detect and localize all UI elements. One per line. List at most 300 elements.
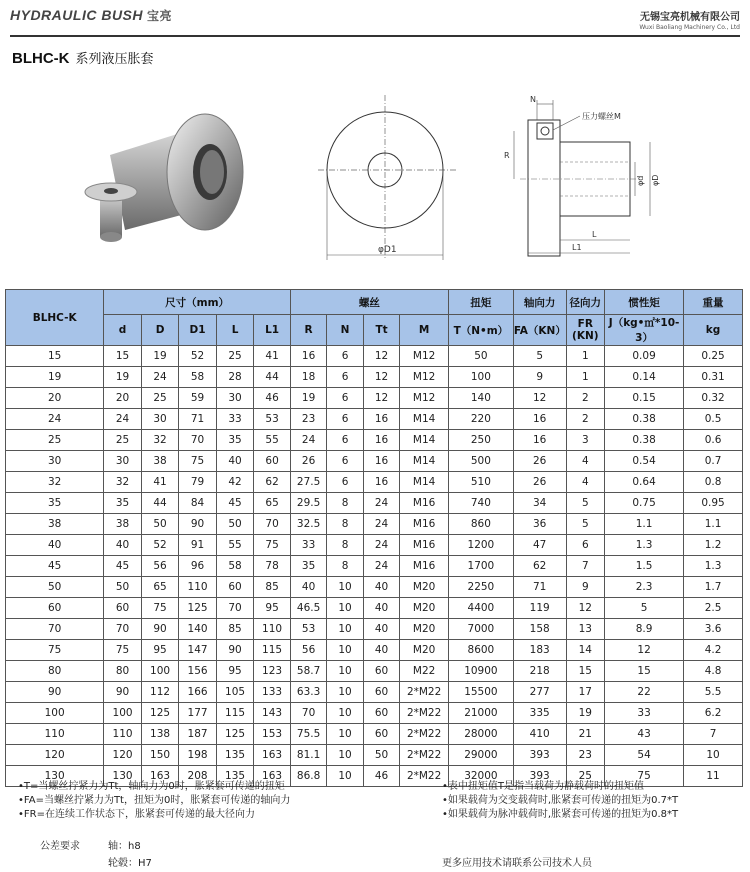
table-cell: 135 [216,745,254,766]
table-cell: 5 [605,598,684,619]
table-row [6,619,743,640]
column-header: D1 [179,315,217,346]
table-cell: 36 [513,514,566,535]
table-cell: 60 [6,598,104,619]
dim-L-label: L [592,230,597,239]
table-cell: 105 [216,682,254,703]
table-cell: 24 [363,514,399,535]
column-header: L1 [254,315,291,346]
table-cell: 42 [216,472,254,493]
table-cell: 5 [513,346,566,367]
table-cell: 85 [254,577,291,598]
table-cell: 35 [290,556,326,577]
table-row [6,724,743,745]
table-cell: 1200 [448,535,513,556]
table-cell: 277 [513,682,566,703]
table-cell: M20 [400,577,449,598]
table-row [6,556,743,577]
table-cell: 16 [363,430,399,451]
table-cell: 55 [216,535,254,556]
model-header: BLHC-K [6,290,104,346]
table-cell: 70 [104,619,142,640]
table-cell: 220 [448,409,513,430]
table-cell: 60 [363,724,399,745]
table-cell: 6 [566,535,605,556]
table-cell: 187 [179,724,217,745]
table-cell: 41 [141,472,179,493]
table-cell: 33 [216,409,254,430]
table-cell: 59 [179,388,217,409]
table-cell: 24 [141,367,179,388]
table-cell: 27.5 [290,472,326,493]
table-cell: 133 [254,682,291,703]
table-cell: 860 [448,514,513,535]
table-cell: 38 [141,451,179,472]
table-cell: 393 [513,766,566,787]
table-cell: M22 [400,661,449,682]
table-cell: 140 [179,619,217,640]
table-cell: 28000 [448,724,513,745]
table-cell: 100 [104,703,142,724]
table-cell: M20 [400,640,449,661]
table-cell: 12 [605,640,684,661]
table-cell: 143 [254,703,291,724]
table-cell: 78 [254,556,291,577]
table-cell: 46 [254,388,291,409]
table-cell: 12 [566,598,605,619]
table-cell: 0.64 [605,472,684,493]
table-cell: 198 [179,745,217,766]
table-row [6,640,743,661]
table-cell: 115 [216,703,254,724]
table-cell: 24 [363,556,399,577]
table-cell: 10 [327,661,363,682]
dim-D-label: φD [651,174,660,186]
table-cell: 100 [448,367,513,388]
table-cell: 25 [141,388,179,409]
table-cell: 58 [216,556,254,577]
dim-N-label: N [530,95,536,104]
table-cell: 32000 [448,766,513,787]
table-cell: M14 [400,430,449,451]
table-cell: 70 [216,598,254,619]
spec-table-body [6,346,743,787]
table-cell: 1.5 [605,556,684,577]
table-cell: 163 [141,766,179,787]
company-name-en: Wuxi Baoliang Machinery Co., Ltd [639,24,740,31]
table-cell: 11 [684,766,743,787]
table-cell: 5.5 [684,682,743,703]
table-cell: 23 [290,409,326,430]
table-cell: 19 [6,367,104,388]
table-cell: 16 [513,430,566,451]
table-cell: 28 [216,367,254,388]
table-cell: 75 [179,451,217,472]
table-cell: 80 [104,661,142,682]
table-cell: 35 [216,430,254,451]
table-cell: 90 [179,514,217,535]
table-cell: 17 [566,682,605,703]
table-cell: 208 [179,766,217,787]
table-cell: 1.3 [684,556,743,577]
table-cell: 52 [179,346,217,367]
company-info [639,8,740,31]
table-cell: 123 [254,661,291,682]
table-cell: 16 [290,346,326,367]
table-cell: 1.2 [684,535,743,556]
table-cell: 16 [363,472,399,493]
table-row [6,472,743,493]
table-cell: 153 [254,724,291,745]
table-cell: 29000 [448,745,513,766]
table-cell: 19 [290,388,326,409]
table-cell: 5 [566,493,605,514]
group-header-inertia: 惯性矩 [605,290,684,315]
table-cell: 15 [605,661,684,682]
table-cell: 50 [363,745,399,766]
table-cell: 10 [327,703,363,724]
table-cell: M20 [400,619,449,640]
table-cell: 0.32 [684,388,743,409]
table-cell: 6 [327,346,363,367]
table-cell: 26 [513,472,566,493]
table-cell: 12 [363,346,399,367]
table-row [6,535,743,556]
note-line: •FR=在连续工作状态下，胀紧套可传递的最大径向力 [18,809,255,820]
table-cell: 21 [566,724,605,745]
table-cell: 56 [290,640,326,661]
table-row [6,682,743,703]
table-cell: 32 [141,430,179,451]
table-cell: 70 [179,430,217,451]
table-cell: 30 [141,409,179,430]
table-cell: 7 [684,724,743,745]
table-cell: 65 [254,493,291,514]
dim-D1-label: φD1 [378,245,397,255]
table-cell: 44 [141,493,179,514]
table-cell: 35 [6,493,104,514]
table-cell: M14 [400,472,449,493]
table-cell: 119 [513,598,566,619]
note-line: •如果载荷为脉冲载荷时,胀紧套可传递的扭矩为0.8*T [442,809,679,820]
note-line: •FA=当螺丝拧紧力为Tt，扭矩为0时，胀紧套可传递的轴向力 [18,795,291,806]
table-cell: M16 [400,556,449,577]
table-cell: 125 [141,703,179,724]
column-header: N [327,315,363,346]
table-cell: 6 [327,472,363,493]
table-cell: 90 [6,682,104,703]
table-cell: 2*M22 [400,745,449,766]
table-cell: 13 [566,619,605,640]
table-cell: 45 [104,556,142,577]
table-cell: 70 [290,703,326,724]
table-cell: 30 [6,451,104,472]
table-cell: 86.8 [290,766,326,787]
table-cell: 35 [104,493,142,514]
column-header: L [216,315,254,346]
table-row [6,346,743,367]
table-cell: 6 [327,430,363,451]
table-cell: 183 [513,640,566,661]
product-photo [70,100,250,260]
table-cell: 63.3 [290,682,326,703]
table-cell: 12 [513,388,566,409]
table-cell: 2*M22 [400,766,449,787]
table-row [6,409,743,430]
table-cell: 10900 [448,661,513,682]
table-cell: 4 [566,451,605,472]
table-cell: 250 [448,430,513,451]
table-cell: 8.9 [605,619,684,640]
table-cell: 0.14 [605,367,684,388]
group-header-screw: 螺丝 [290,290,448,315]
table-cell: 70 [254,514,291,535]
table-cell: 32.5 [290,514,326,535]
table-cell: 40 [363,577,399,598]
table-cell: 0.15 [605,388,684,409]
column-header: T（N•m） [448,315,513,346]
table-cell: 50 [216,514,254,535]
table-cell: 1.3 [605,535,684,556]
table-cell: 40 [363,598,399,619]
table-row [6,661,743,682]
table-row [6,430,743,451]
table-cell: 115 [254,640,291,661]
table-cell: 75.5 [290,724,326,745]
table-cell: 140 [448,388,513,409]
note-line: •T=当螺丝拧紧力为Tt，轴向力为0时，胀紧套可传递的扭矩 [18,781,285,792]
table-cell: 38 [6,514,104,535]
table-cell: 54 [605,745,684,766]
table-cell: 40 [6,535,104,556]
shaft-tolerance: 轴：h8 [108,841,141,852]
table-cell: 60 [104,598,142,619]
table-cell: 2*M22 [400,724,449,745]
table-row [6,493,743,514]
table-cell: 85 [216,619,254,640]
table-cell: 125 [216,724,254,745]
table-cell: 75 [605,766,684,787]
table-cell: M12 [400,346,449,367]
table-cell: 1.1 [684,514,743,535]
table-row [6,598,743,619]
table-cell: 2250 [448,577,513,598]
table-cell: 110 [104,724,142,745]
column-header: Tt [363,315,399,346]
table-cell: 19 [104,367,142,388]
group-header-dimensions: 尺寸（mm） [104,290,291,315]
table-cell: 138 [141,724,179,745]
front-view-drawing [318,95,468,265]
table-cell: 163 [254,745,291,766]
table-cell: 1700 [448,556,513,577]
column-header: R [290,315,326,346]
table-cell: 53 [290,619,326,640]
table-row [6,367,743,388]
table-cell: 18 [290,367,326,388]
table-cell: 24 [363,493,399,514]
table-cell: 10 [684,745,743,766]
table-cell: 177 [179,703,217,724]
table-cell: 40 [363,640,399,661]
table-cell: 8 [327,493,363,514]
table-cell: 500 [448,451,513,472]
table-cell: 15500 [448,682,513,703]
table-cell: 90 [104,682,142,703]
table-cell: 15 [566,661,605,682]
table-cell: 130 [104,766,142,787]
notes-left [18,780,290,822]
table-cell: 147 [179,640,217,661]
table-cell: 21000 [448,703,513,724]
notes-right [442,780,678,822]
table-cell: 10 [327,724,363,745]
table-cell: 5 [566,514,605,535]
table-cell: M16 [400,535,449,556]
table-cell: 45 [216,493,254,514]
table-cell: 70 [6,619,104,640]
table-row [6,577,743,598]
table-cell: 75 [6,640,104,661]
table-cell: M16 [400,493,449,514]
column-header: M [400,315,449,346]
table-cell: 20 [6,388,104,409]
table-cell: 40 [290,577,326,598]
dim-R-label: R [504,151,510,160]
table-cell: 1.1 [605,514,684,535]
table-cell: 81.1 [290,745,326,766]
table-cell: 10 [327,682,363,703]
table-cell: 40 [104,535,142,556]
table-cell: 135 [216,766,254,787]
table-cell: 50 [448,346,513,367]
table-cell: M20 [400,598,449,619]
column-header: d [104,315,142,346]
table-cell: 510 [448,472,513,493]
table-cell: 10 [327,640,363,661]
table-cell: 0.31 [684,367,743,388]
table-cell: 25 [216,346,254,367]
tolerance-requirements [40,838,152,872]
table-cell: 90 [216,640,254,661]
table-cell: 40 [363,619,399,640]
table-cell: 95 [141,640,179,661]
table-cell: 2.3 [605,577,684,598]
column-header: D [141,315,179,346]
table-cell: 163 [254,766,291,787]
table-cell: 25 [566,766,605,787]
table-cell: 6.2 [684,703,743,724]
table-cell: 62 [513,556,566,577]
table-cell: 24 [363,535,399,556]
side-view-drawing [500,90,670,265]
table-cell: 6 [327,409,363,430]
table-cell: 15 [104,346,142,367]
table-cell: 16 [513,409,566,430]
table-cell: 150 [141,745,179,766]
table-cell: 12 [363,388,399,409]
table-cell: 4.8 [684,661,743,682]
table-cell: 100 [141,661,179,682]
table-cell: 29.5 [290,493,326,514]
table-cell: 218 [513,661,566,682]
table-cell: 24 [104,409,142,430]
table-cell: 26 [290,451,326,472]
table-cell: 53 [254,409,291,430]
table-cell: 60 [363,661,399,682]
table-cell: M16 [400,514,449,535]
tolerance-label: 公差要求 [40,841,80,852]
group-header-radial-force: 径向力 [566,290,605,315]
table-row [6,703,743,724]
table-cell: 110 [254,619,291,640]
table-cell: 14 [566,640,605,661]
table-cell: 75 [104,640,142,661]
logo-cn: 宝亮 [147,9,173,23]
table-cell: 26 [513,451,566,472]
table-cell: 1.7 [684,577,743,598]
table-cell: 1 [566,367,605,388]
table-cell: 2 [566,409,605,430]
table-cell: 40 [216,451,254,472]
table-cell: 6 [327,367,363,388]
table-cell: 6 [327,451,363,472]
table-cell: 23 [566,745,605,766]
dim-L1-label: L1 [572,243,582,252]
table-cell: 62 [254,472,291,493]
table-cell: 7000 [448,619,513,640]
table-cell: 25 [104,430,142,451]
table-cell: 1 [566,346,605,367]
table-cell: 3 [566,430,605,451]
table-cell: 24 [6,409,104,430]
table-cell: 24 [290,430,326,451]
table-cell: 8 [327,535,363,556]
table-cell: 60 [254,451,291,472]
table-cell: 96 [179,556,217,577]
column-header: kg [684,315,743,346]
table-cell: 0.7 [684,451,743,472]
table-cell: 34 [513,493,566,514]
dim-d-label: φd [636,175,645,186]
table-cell: 25 [6,430,104,451]
page-title [12,48,154,67]
table-cell: 16 [363,451,399,472]
table-cell: 30 [216,388,254,409]
column-header: FR (KN) [566,315,605,346]
table-cell: 335 [513,703,566,724]
table-row [6,514,743,535]
table-cell: 9 [566,577,605,598]
table-cell: 38 [104,514,142,535]
table-cell: 0.25 [684,346,743,367]
table-cell: 6 [327,388,363,409]
table-cell: 120 [6,745,104,766]
table-cell: 0.09 [605,346,684,367]
table-cell: 10 [327,598,363,619]
table-cell: 4400 [448,598,513,619]
table-cell: 95 [216,661,254,682]
table-cell: 46 [363,766,399,787]
table-cell: 56 [141,556,179,577]
table-cell: 30 [104,451,142,472]
table-cell: 19 [566,703,605,724]
table-cell: 0.38 [605,430,684,451]
header-rule [10,35,740,37]
table-cell: 50 [6,577,104,598]
table-cell: 10 [327,577,363,598]
table-cell: 0.75 [605,493,684,514]
